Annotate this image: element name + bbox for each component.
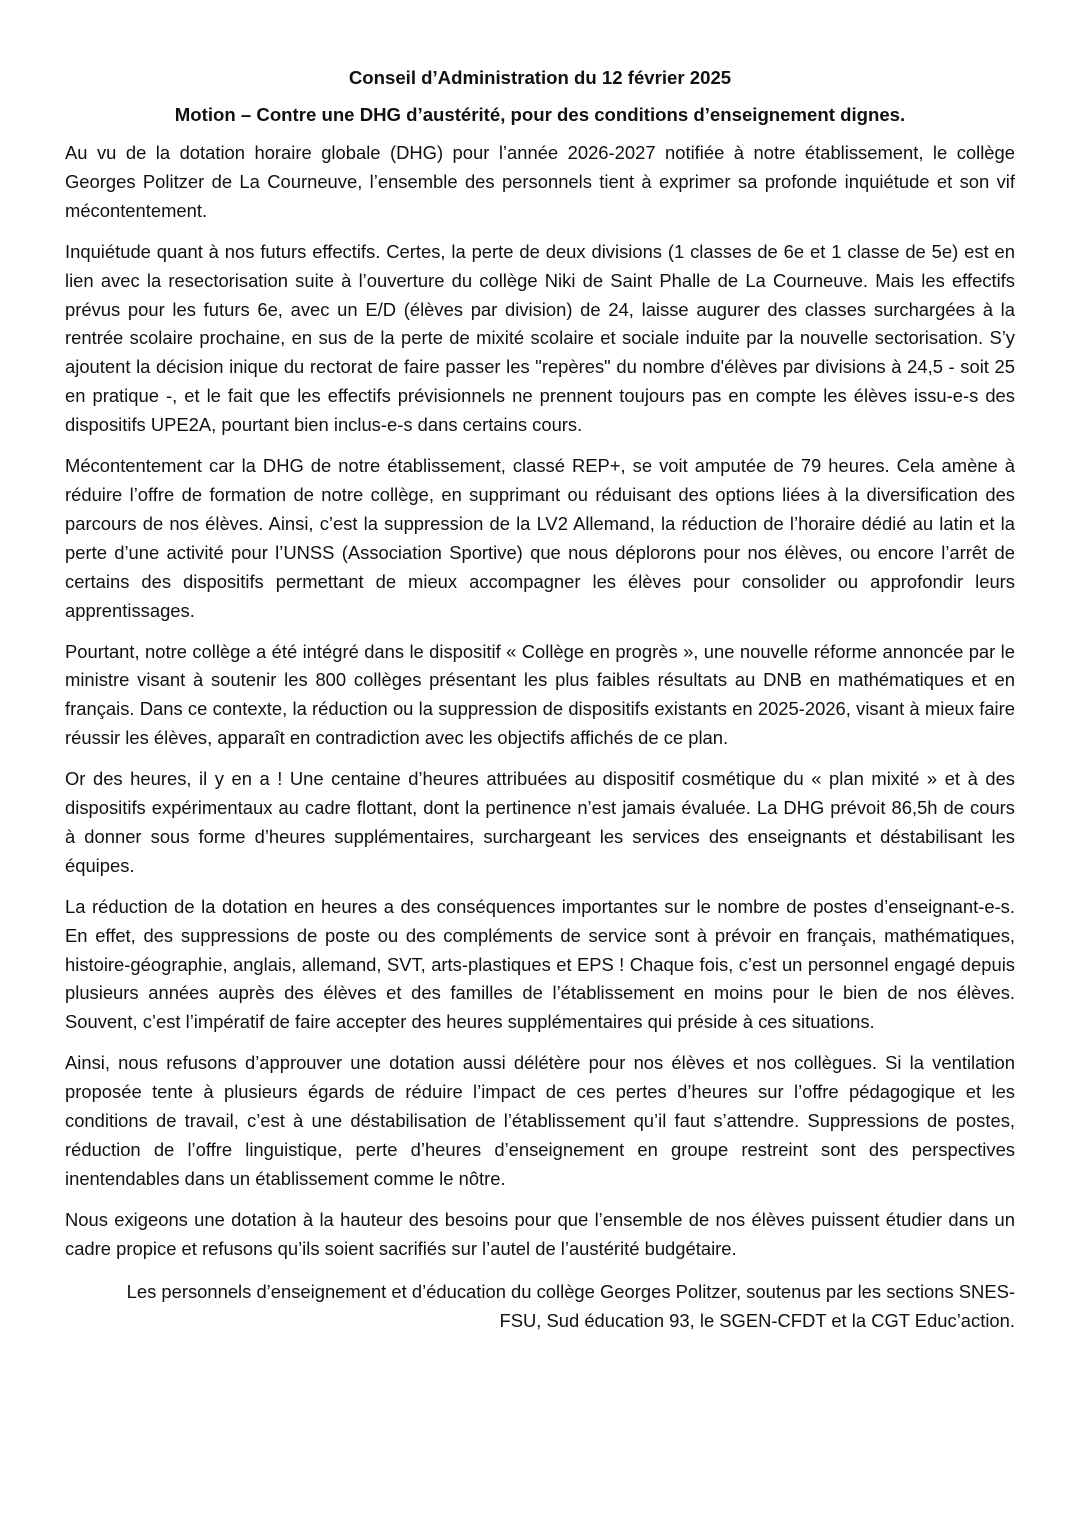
paragraph-mecontentement: Mécontentement car la DHG de notre établissement, classé REP+, se voit amputée de 79 heures. Cela amène à réduire l’offre de formation de notre collège, en supprimant ou réduisant des options liées à la diversification des parcours de nos élèves. Ainsi, c’est la suppression de la LV2 Allemand, la réduction de l’horaire dédié au latin et la perte d’une activité pour l’UNSS (Association Sportive) que nous déplorons pour nos élèves, ou encore l’arrêt de certains des dispositifs permettant de mieux accompagner les élèves pour consolider ou approfondir leurs apprentissages. <box>65 455 1015 621</box>
paragraph-refus: Ainsi, nous refusons d’approuver une dotation aussi délétère pour nos élèves et nos collègues. Si la ventilation proposée tente à plusieurs égards de réduire l’impact de ces pertes d’heures sur l’offre pédagogique et les conditions de travail, c’est à une déstabilisation de l’établissement qu’il faut s’attendre. Suppressions de postes, réduction de l’offre linguistique, perte d’heures d’enseignement en groupe restreint sont des perspectives inentendables dans un établissement comme le nôtre. <box>65 1052 1015 1189</box>
motion-subtitle: Motion – Contre une DHG d’austérité, pour des conditions d’enseignement dignes. <box>174 104 906 125</box>
paragraph-intro: Au vu de la dotation horaire globale (DHG) pour l’année 2026-2027 notifiée à notre établissement, le collège Georges Politzer de La Courneuve, l’ensemble des personnels tient à exprimer sa profonde inquiétude et son vif mécontentement. <box>65 142 1015 221</box>
paragraph-postes: La réduction de la dotation en heures a des conséquences importantes sur le nombre de postes d’enseignant-e-s. En effet, des suppressions de poste ou des compléments de service sont à prévoir en français, mathématiques, histoire-géographie, anglais, allemand, SVT, arts-plastiques et EPS ! Chaque fois, c’est un personnel engagé depuis plusieurs années auprès des élèves et des familles de l’établissement en moins pour le bien de nos élèves. Souvent, c’est l’impératif de faire accepter des heures supplémentaires qui préside à ces situations. <box>65 895 1015 1033</box>
paragraph-heures: Or des heures, il y en a ! Une centaine d’heures attribuées au dispositif cosmétique du « plan mixité » et à des dispositifs expérimentaux au cadre flottant, dont la pertinence n’est jamais évaluée. La DHG prévoit 86,5h de cours à donner sous forme d’heures supplémentaires, surchargeant les services des enseignants et déstabilisant les équipes. <box>65 768 1015 876</box>
document-title: Conseil d’Administration du 12 février 2025 <box>348 67 732 88</box>
paragraph-college-en-progres: Pourtant, notre collège a été intégré dans le dispositif « Collège en progrès », une nouvelle réforme annoncée par le ministre visant à soutenir les 800 collèges présentant les plus faibles résultats au DNB en mathématiques et en français. Dans ce contexte, la réduction ou la suppression de dispositifs existants en 2025-2026, visant à mieux faire réussir les élèves, apparaît en contradiction avec les objectifs affichés de ce plan. <box>65 640 1015 749</box>
document-page <box>65 64 1015 1335</box>
paragraph-inquietude: Inquiétude quant à nos futurs effectifs. Certes, la perte de deux divisions (1 classes de 6e et 1 classe de 5e) est en lien avec la resectorisation suite à l’ouverture du collège Niki de Saint Phalle de La Courneuve. Mais les effectifs prévus pour les futurs 6e, avec un E/D (élèves par division) de 24, laisse augurer des classes surchargées à la rentrée scolaire prochaine, en sus de la perte de mixité scolaire et sociale induite par la nouvelle sectorisation. S’y ajoutent la décision inique du rectorat de faire passer les "repères" du nombre d'élèves par divisions à 24,5 - soit 25 en pratique -, et le fait que les effectifs prévisionnels ne prennent toujours pas en compte les élèves issu-e-s des dispositifs UPE2A, pourtant bien inclus-e-s dans certains cours. <box>65 240 1015 436</box>
signature: Les personnels d’enseignement et d’éducation du collège Georges Politzer, soutenus par les sections SNES-FSU, Sud éducation 93, le SGEN-CFDT et la CGT Educ’action. <box>126 1280 1015 1331</box>
paragraph-exigence: Nous exigeons une dotation à la hauteur des besoins pour que l’ensemble de nos élèves puissent étudier dans un cadre propice et refusons qu’ils soient sacrifiés sur l’autel de l’austérité budgétaire. <box>65 1208 1015 1259</box>
